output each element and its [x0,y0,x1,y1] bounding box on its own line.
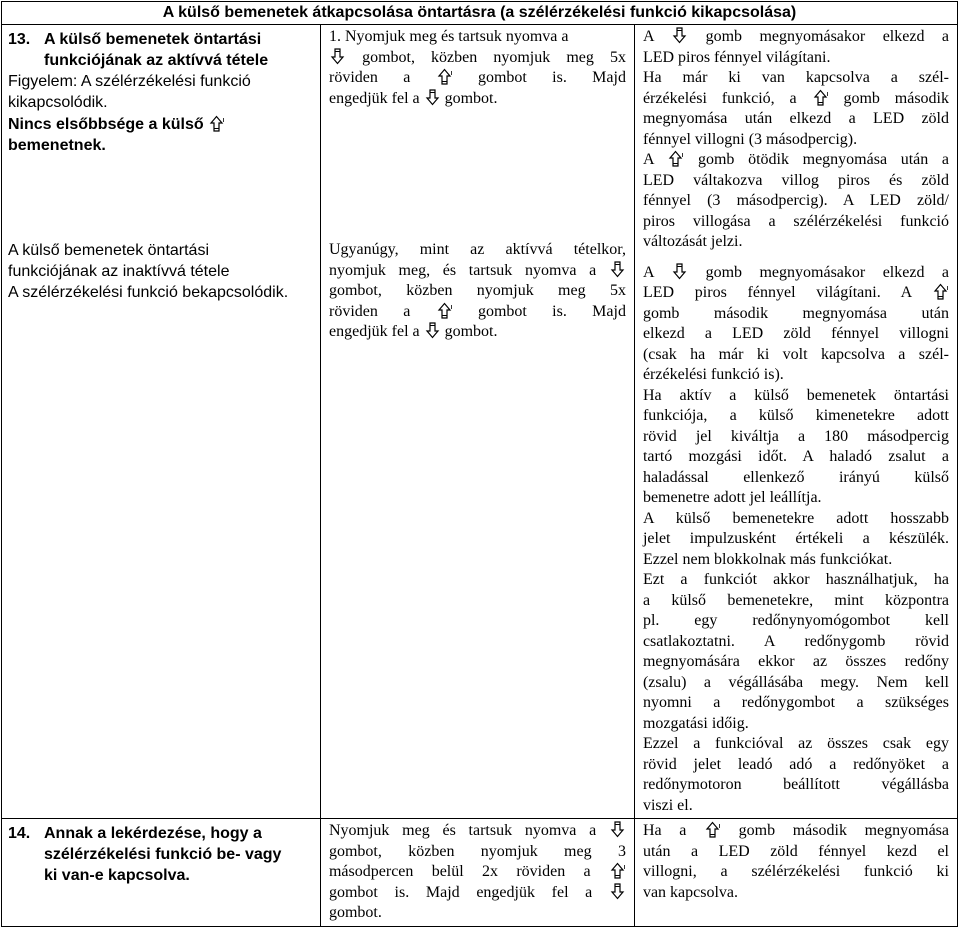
result2-line: (zsalu) a végállásába megy. Nem kell [642,673,949,691]
result2-line: rövid jelet leadó adó a redőnyöket a [642,755,949,773]
step1-line-a: 1. Nyomjuk meg és tartsuk nyomva a [328,28,569,45]
row14-title-line3: ki van-e kapcsolva. [44,867,190,884]
step2-line-f: engedjük fel a [328,323,420,340]
result-line: fénnyel (3 másodpercig). A LED zöld/ [642,192,949,209]
result2-line: Ezzel a funkcióval az összes csak egy [642,735,949,752]
table-row-13 [2,25,958,819]
result2-line: megnyomására ekkor az összes redőny [642,653,949,670]
row13-step1 [329,27,626,109]
row13-step2 [329,240,626,343]
row13-priority: Nincs elsőbbsége a külső [8,114,312,135]
result2-line: A külső bemenetekre adott hosszabb [642,509,949,527]
result-line: Ha már ki van kapcsolva a szél- [642,69,949,86]
down-arrow-icon [671,263,688,280]
row14-title-line2: szélérzékelési funkció be- vagy [44,846,282,863]
result2-line: haladással ellenkező irányú külső [642,468,949,486]
row14-step-d: gombot is. Majd engedjük fel a [328,883,593,901]
step2-line-e: gombot is. Majd [477,302,626,320]
result2-line: jelet impulzusként értékeli a készülék. [642,530,949,547]
row14-steps-cell [320,819,634,927]
row13-number: 13. [8,31,31,48]
down-arrow-icon [671,27,688,44]
result2-line: Ezt a funkciót akkor használhatjuk, ha [642,571,949,588]
down-arrow-icon [424,322,441,339]
step1-line-b: gombot, közben nyomjuk meg 5x [362,48,626,66]
down-arrow-icon [609,821,626,838]
result2-line: a külső bemenetekre, mint központra [642,591,949,609]
up-arrow-icon [609,862,626,879]
up-arrow-icon [436,68,453,85]
step1-line-c: röviden a [328,69,411,86]
row14-step-e: gombot. [328,904,382,921]
up-arrow-icon [812,89,829,106]
table-row-14 [2,819,958,927]
row13-title-line2: funkciójának az aktívvá tétele [44,52,269,69]
result2-line: rövid jel kiváltja a 180 másodpercig [642,427,949,445]
down-arrow-icon [609,261,626,278]
row13-steps-cell [320,25,634,819]
step2-line-c: gombot, közben nyomjuk meg 5x [328,282,626,299]
row14-step-b: gombot, közben nyomjuk meg 3 [328,842,626,860]
step2-line-a: Ugyanúgy, mint az aktívvá tételkor, [328,241,626,258]
down-arrow-icon [424,89,441,106]
instruction-table [1,1,958,927]
row14-result-c: villogni, a szélérzékelési funkció ki [642,863,949,880]
row13-priority-end: bemenetnek. [8,137,106,154]
table-header: A külső bemenetek átkapcsolása öntartásra (a szélérzékelési funkció kikapcsolása) [2,2,958,25]
down-arrow-icon [609,883,626,900]
row14-title-line1: Annak a lekérdezése, hogy a [44,825,262,842]
row13-title-line1: A külső bemenetek öntartási [44,31,262,48]
row14-result-d: van kapcsolva. [642,883,739,901]
up-arrow-icon [208,115,225,132]
result-line: piros villogása a szélérzékelési funkció [642,212,949,230]
up-arrow-icon [932,283,949,300]
result2-line: (csak ha már ki volt kapcsolva a szél- [642,345,949,363]
up-arrow-icon [436,302,453,319]
row13-title-cell [2,25,321,819]
row14-number: 14. [8,825,31,842]
result2-line: Ha aktív a külső bemenetek öntartási [642,386,949,404]
row13-warning: Figyelem: A szélérzékelési funkció kikapcsolódik. [8,73,251,111]
row14-step-a: Nyomjuk meg és tartsuk nyomva a [328,822,597,839]
row14-result-cell: Ha a gomb második megnyomása után a LED zöld fénnyel kezd el villogni, a szélérzékelési funkció ki van kapcsolva. [634,819,957,927]
result2-line: bemenetre adott jel leállítja. [642,489,822,506]
result-line: fénnyel villogni (3 másodpercig). [642,130,858,148]
result-line: megnyomása után elkezd a LED zöld [642,110,949,127]
result2-line: csatlakoztatni. A redőnygomb rövid [642,632,949,650]
result2-line: érzékelési funkció is). [642,366,784,383]
result2-line: elkezd a LED zöld fénnyel villogni [642,325,949,342]
result2-line: mozgatási időig. [642,714,749,732]
step2-line-b: nyomjuk meg, és tartsuk nyomva a [328,261,597,279]
row14-result-b: után a LED zöld fénnyel kezd el [642,842,949,860]
result2-line: gomb második megnyomása után [642,304,949,322]
step2-line-g: gombot. [444,323,498,340]
result2-line: redőnymotoron beállított végállásba [642,776,949,793]
result2-line: funkciója, a külső kimenetekre adott [642,407,949,424]
result-line: változását jelzi. [642,233,743,250]
row13-result-cell: A gomb megnyomásakor elkezd a LED piros fénnyel világítani. Ha már ki van kapcsolva a szél- érzékelési funkció, a gomb második megnyomása után elkezd a LED zöld fénnyel villogni (3 másodpercig). A gomb ötödik megnyomása után a LED váltakozva villog piros és zöld fénnyel (3 másodpercig). A LED zöld/ piros villogása a szélérzékelési funkció változását jelzi. A gomb megnyomásakor elkezd a LED piros fénnyel világítani. A gomb második megnyomása után elkezd a LED zöld fénnyel villogni (csak ha már ki volt kapcsolva a szél- érzékelési funkció is). Ha aktív a külső bemenetek öntartási funkciója, a külső kimenetekre adott rövid jel kiváltja a 180 másodpercig tartó mozgási időt. A haladó zsalut a haladással ellenkező irányú külső bemenetre adott jel leállítja. A külső bemenetekre adott hosszabb jelet impulzusként értékeli a készülék. Ezzel nem blokkolnak más funkciókat. Ezt a funkciót akkor használhatjuk, ha a külső bemenetekre, mint központra pl. egy redőnynyomógombot kell csatlakoztatni. A redőnygomb rövid megnyomására ekkor az összes redőny (zsalu) a végállásába megy. Nem kell nyomni a redőnygombot a szükséges mozgatási időig. Ezzel a funkcióval az összes csak egy rövid jelet leadó adó a redőnyöket a redőnymotoron beállított végállásba viszi el. [634,25,957,819]
result2-line: nyomni a redőnygombot a szükséges [642,694,949,711]
row14-title-cell [2,819,321,927]
result-line: LED váltakozva villog piros és zöld [642,171,949,189]
step1-line-e: engedjük fel a [328,89,420,107]
result2-line: pl. egy redőnynyomógombot kell [642,612,949,629]
row13-inactive-line1: A külső bemenetek öntartási [8,242,210,259]
step1-line-f: gombot. [444,89,498,107]
header-row [2,2,958,25]
row13-inactive-line3: A szélérzékelési funkció bekapcsolódik. [8,284,289,301]
row13-inactive-line2: funkciójának az inaktívvá tétele [8,263,230,280]
up-arrow-icon [667,150,684,167]
result2-line: tartó mozgási időt. A haladó zsalut a [642,448,949,465]
result2-line: Ezzel nem blokkolnak más funkciókat. [642,550,893,568]
up-arrow-icon [704,821,721,838]
result2-lines [643,304,949,817]
row14-step-c: másodpercen belül 2x röviden a [328,863,591,880]
result2-line: viszi el. [642,796,693,814]
down-arrow-icon [329,48,346,65]
step2-line-d: röviden a [328,302,411,320]
result-line: LED piros fénnyel világítani. [642,48,831,66]
step1-line-d: gombot is. Majd [477,69,626,86]
